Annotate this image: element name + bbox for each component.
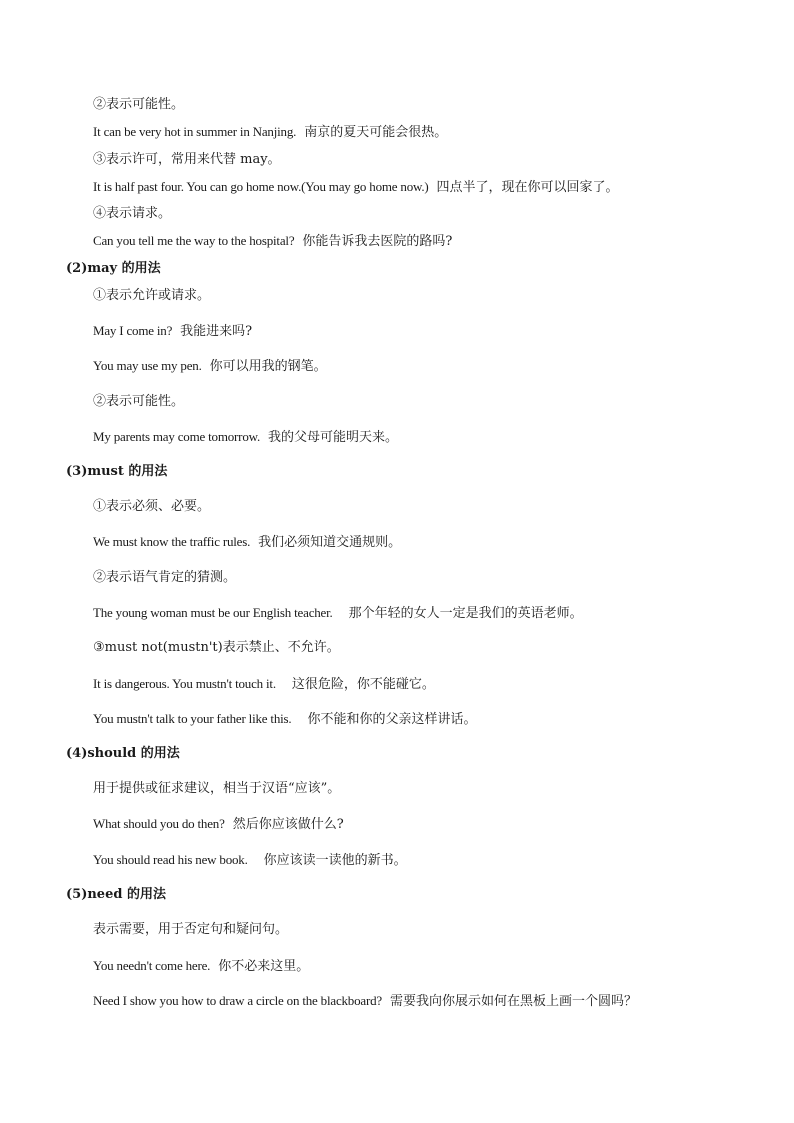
note-line: ①表示必须、必要。 bbox=[93, 499, 211, 514]
example-english: May I come in? bbox=[93, 323, 173, 338]
example-chinese: 我能进来吗? bbox=[180, 324, 253, 339]
example-english: It can be very hot in summer in Nanjing. bbox=[93, 124, 297, 139]
note-line: ②表示语气肯定的猜测。 bbox=[93, 570, 237, 585]
example-english: My parents may come tomorrow. bbox=[93, 429, 261, 444]
example-english: The young woman must be our English teacher. bbox=[93, 605, 333, 620]
note-line: 表示需要，用于否定句和疑问句。 bbox=[93, 922, 289, 937]
note-line: ①表示允许或请求。 bbox=[93, 288, 211, 303]
example-chinese: 你能告诉我去医院的路吗? bbox=[302, 234, 453, 249]
example-english: Can you tell me the way to the hospital? bbox=[93, 233, 295, 248]
example-line bbox=[93, 957, 309, 976]
example-line bbox=[93, 992, 637, 1011]
section-heading: (2)may 的用法 bbox=[66, 261, 161, 276]
example-english: We must know the traffic rules. bbox=[93, 534, 251, 549]
example-english: It is dangerous. You mustn't touch it. bbox=[93, 676, 276, 691]
example-english: It is half past four. You can go home now.(You may go home now.) bbox=[93, 179, 429, 194]
note-line: ②表示可能性。 bbox=[93, 97, 185, 112]
example-line bbox=[93, 178, 619, 197]
section-heading: (4)should 的用法 bbox=[66, 746, 180, 761]
example-english: You mustn't talk to your father like this. bbox=[93, 711, 292, 726]
note-line: ③表示许可，常用来代替 may。 bbox=[93, 152, 281, 167]
example-line bbox=[93, 428, 398, 447]
example-english: You needn't come here. bbox=[93, 958, 211, 973]
note-line: 用于提供或征求建议，相当于汉语“应该”。 bbox=[93, 781, 341, 796]
example-line bbox=[93, 851, 407, 870]
section-heading: (3)must 的用法 bbox=[66, 464, 168, 479]
example-chinese: 你不能和你的父亲这样讲话。 bbox=[307, 712, 477, 727]
example-line bbox=[93, 232, 452, 251]
example-chinese: 四点半了，现在你可以回家了。 bbox=[436, 180, 619, 195]
example-chinese: 你应该读一读他的新书。 bbox=[263, 853, 407, 868]
example-line bbox=[93, 357, 327, 376]
example-line bbox=[93, 604, 583, 623]
example-english: You should read his new book. bbox=[93, 852, 248, 867]
section-heading: (5)need 的用法 bbox=[66, 887, 166, 902]
note-line: ②表示可能性。 bbox=[93, 394, 185, 409]
example-chinese: 那个年轻的女人一定是我们的英语老师。 bbox=[348, 606, 583, 621]
example-english: You may use my pen. bbox=[93, 358, 202, 373]
example-line bbox=[93, 533, 401, 552]
note-line: ④表示请求。 bbox=[93, 206, 172, 221]
example-chinese: 南京的夏天可能会很热。 bbox=[304, 125, 448, 140]
note-line: ③must not(mustn't)表示禁止、不允许。 bbox=[93, 640, 340, 655]
example-chinese: 需要我向你展示如何在黑板上画一个圆吗？ bbox=[389, 994, 637, 1009]
example-chinese: 你不必来这里。 bbox=[218, 959, 310, 974]
example-english: What should you do then? bbox=[93, 816, 225, 831]
example-chinese: 这很危险，你不能碰它。 bbox=[291, 677, 435, 692]
example-chinese: 我们必须知道交通规则。 bbox=[258, 535, 402, 550]
example-line bbox=[93, 815, 344, 834]
example-chinese: 我的父母可能明天来。 bbox=[268, 430, 399, 445]
example-line bbox=[93, 710, 476, 729]
example-line bbox=[93, 123, 447, 142]
example-chinese: 然后你应该做什么? bbox=[232, 817, 344, 832]
example-english: Need I show you how to draw a circle on the blackboard? bbox=[93, 993, 382, 1008]
example-line bbox=[93, 322, 252, 341]
example-line bbox=[93, 675, 435, 694]
example-chinese: 你可以用我的钢笔。 bbox=[209, 359, 327, 374]
